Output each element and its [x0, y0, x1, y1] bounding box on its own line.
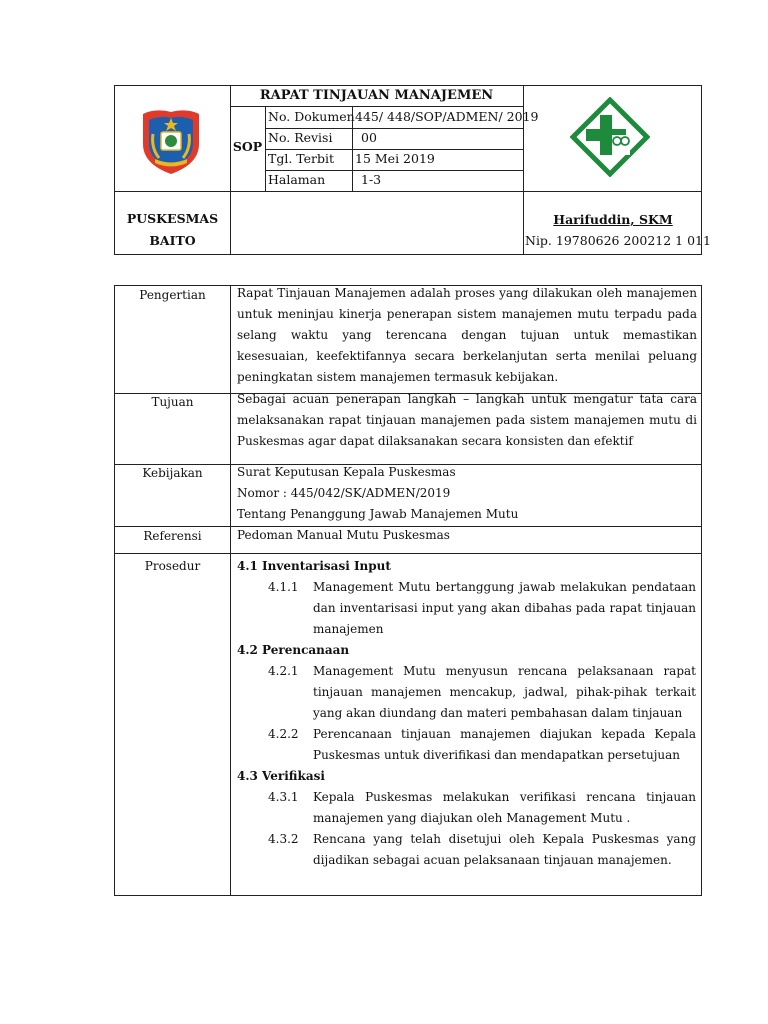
- sop-content-table: [114, 285, 702, 896]
- issue-date-label: Tgl. Terbit: [268, 151, 335, 166]
- step-text: Rencana yang telah disetujui oleh Kepala Puskesmas yang dijadikan sebagai acuan pelaksanaan tinjauan manajemen.: [313, 832, 696, 867]
- tujuan-label: Tujuan: [151, 395, 194, 409]
- kebijakan-line: Surat Keputusan Kepala Puskesmas: [237, 465, 456, 479]
- step-text: Management Mutu bertanggung jawab melakukan pendataan dan inventarisasi input yang akan dibahas pada rapat tinjauan manajemen: [313, 580, 696, 636]
- kebijakan-label: Kebijakan: [142, 466, 203, 480]
- signer-name: Harifuddin, SKM: [553, 212, 673, 227]
- pengertian-label: Pengertian: [139, 288, 206, 302]
- step-number: 4.3.1: [268, 790, 299, 804]
- doc-number-value: 445/ 448/SOP/ADMEN/ 2019: [355, 109, 539, 124]
- header-divider: [115, 191, 701, 192]
- sop-label: SOP: [232, 139, 263, 154]
- step-number: 4.2.2: [268, 727, 299, 741]
- header-divider: [265, 170, 523, 171]
- referensi-label: Referensi: [143, 529, 202, 543]
- document-title: RAPAT TINJAUAN MANAJEMEN: [259, 88, 494, 103]
- header-divider: [230, 86, 231, 255]
- step-text: Kepala Puskesmas melakukan verifikasi rencana tinjauan manajemen yang diajukan oleh Management Mutu .: [313, 790, 696, 825]
- step-number: 4.2.1: [268, 664, 299, 678]
- revision-label: No. Revisi: [268, 130, 333, 145]
- tujuan-text: Sebagai acuan penerapan langkah – langkah untuk mengatur tata cara melaksanakan rapat tinjauan manajemen pada sistem manajemen mutu di Puskesmas agar dapat dilaksanakan secara konsisten dan efektif: [237, 392, 697, 448]
- step-number: 4.1.1: [268, 580, 299, 594]
- step-text: Perencanaan tinjauan manajemen diajukan kepada Kepala Puskesmas untuk diverifikasi dan mendapatkan persetujuan: [313, 727, 696, 762]
- section-heading: 4.1 Inventarisasi Input: [237, 559, 391, 573]
- issue-date-value: 15 Mei 2019: [355, 151, 435, 166]
- header-divider: [230, 106, 523, 107]
- column-divider: [230, 286, 231, 895]
- page-value: 1-3: [361, 172, 382, 187]
- kebijakan-line: Nomor : 445/042/SK/ADMEN/2019: [237, 486, 451, 500]
- section-heading: 4.2 Perencanaan: [237, 643, 350, 657]
- page-label: Halaman: [268, 172, 326, 187]
- step-text: Management Mutu menyusun rencana pelaksanaan rapat tinjauan manajemen mencakup, jadwal, pihak-pihak terkait yang akan diundang dan materi pembahasan dalam tinjauan: [313, 664, 696, 720]
- regional-emblem-logo: [135, 104, 207, 176]
- puskesmas-logo: [570, 97, 650, 177]
- header-divider: [265, 128, 523, 129]
- header-divider: [265, 149, 523, 150]
- kebijakan-line: Tentang Penanggung Jawab Manajemen Mutu: [237, 507, 519, 521]
- referensi-text: Pedoman Manual Mutu Puskesmas: [237, 528, 450, 542]
- signer-nip: Nip. 19780626 200212 1 011: [525, 233, 711, 248]
- row-divider: [115, 553, 701, 554]
- organization-name: PUSKESMAS: [126, 211, 219, 226]
- pengertian-text: Rapat Tinjauan Manajemen adalah proses yang dilakukan oleh manajemen untuk meninjau kinerja penerapan sistem manajemen mutu terpadu pada selang waktu yang terencana dengan tujuan untuk memastikan kesesuaian, keefektifannya secara berkelanjutan serta menilai peluang peningkatan sistem manajemen termasuk kebijakan.: [237, 286, 697, 384]
- doc-number-label: No. Dokumen: [268, 109, 355, 124]
- revision-value: 00: [361, 130, 377, 145]
- step-number: 4.3.2: [268, 832, 299, 846]
- sop-header-table: [114, 85, 711, 255]
- organization-location: BAITO: [149, 233, 196, 248]
- prosedur-label: Prosedur: [144, 559, 201, 573]
- section-heading: 4.3 Verifikasi: [237, 769, 325, 783]
